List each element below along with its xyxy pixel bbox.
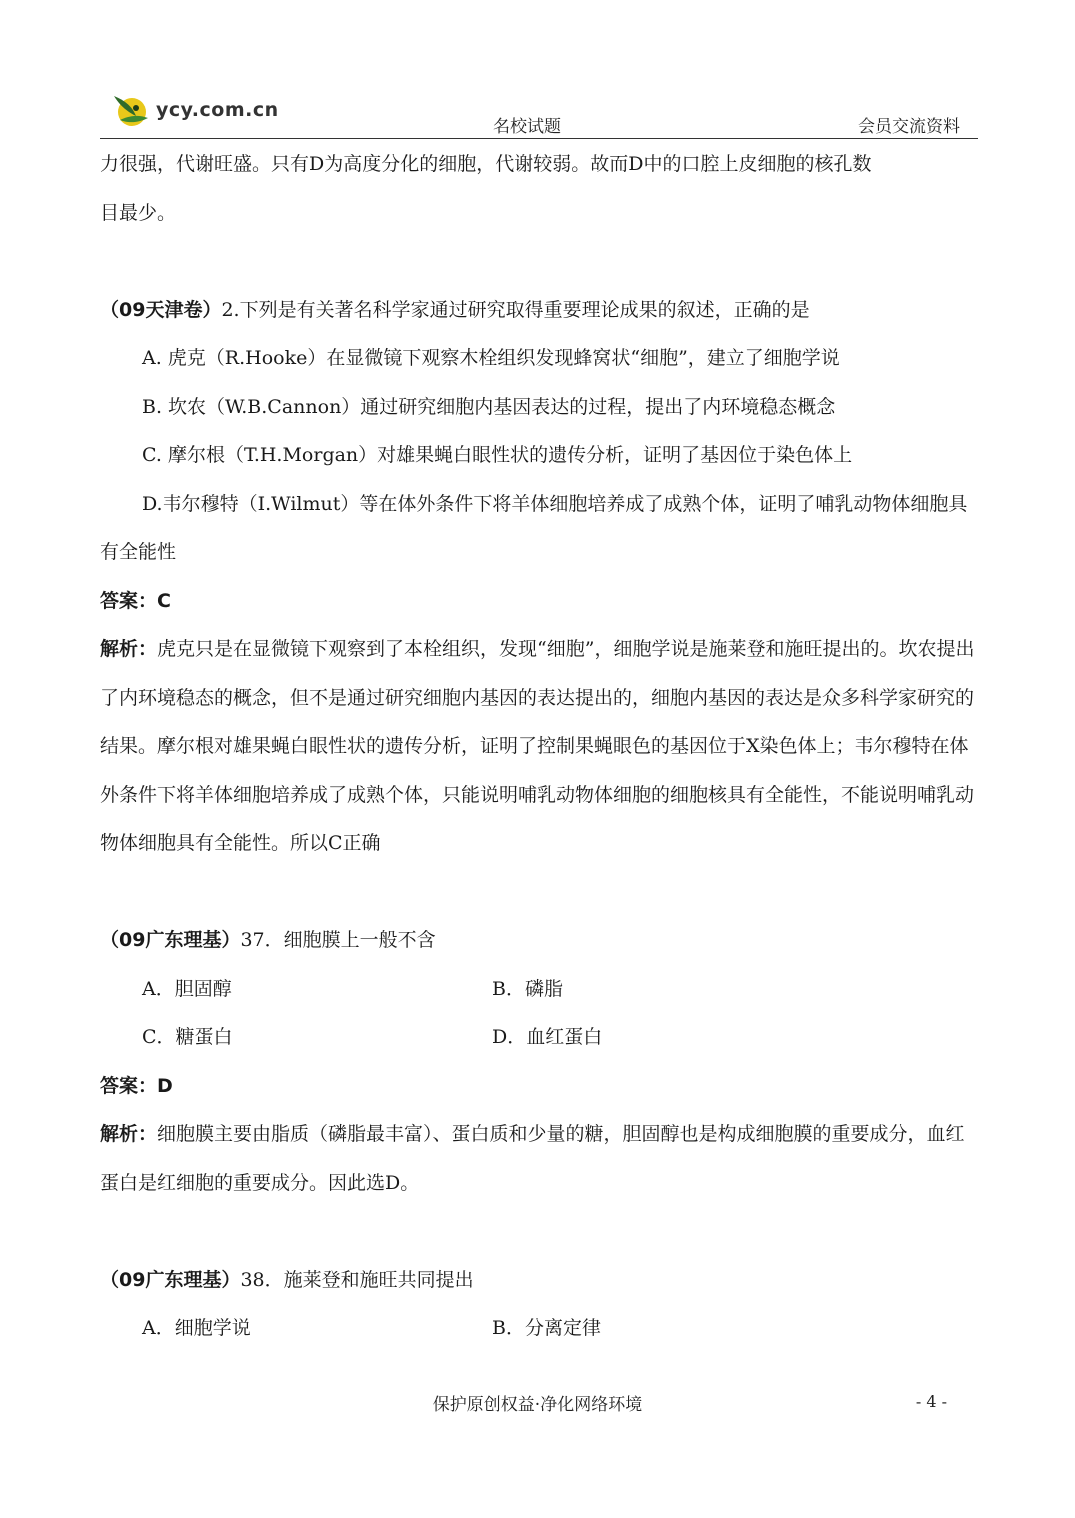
question-stem: （09广东理基）37．细胞膜上一般不含 — [100, 929, 436, 951]
continued-text-line: 力很强，代谢旺盛。只有D为高度分化的细胞，代谢较弱。故而D中的口腔上皮细胞的核孔数 — [100, 153, 872, 175]
bird-logo-icon — [110, 90, 154, 130]
option-a: A．细胞学说 — [142, 1317, 251, 1339]
answer-value: C — [157, 589, 171, 612]
analysis-label: 解析： — [100, 1123, 158, 1145]
answer-line — [100, 577, 978, 626]
logo-text: ycy.com.cn — [156, 99, 279, 121]
option-c: C．糖蛋白 — [142, 1026, 233, 1048]
analysis-paragraph: 解析：虎克只是在显微镜下观察到了本栓组织，发现“细胞”，细胞学说是施莱登和施旺提出的。坎农提出了内环境稳态的概念，但不是通过研究细胞内基因的表达提出的，细胞内基因的表达是众多科学家研究的结果。摩尔根对雄果蝇白眼性状的遗传分析，证明了控制果蝇眼色的基因位于X染色体上；韦尔穆特在体外条件下将羊体细胞培养成了成熟个体，只能说明哺乳动物体细胞的细胞核具有全能性，不能说明哺乳动物体细胞具有全能性。所以C正确 — [100, 638, 975, 854]
option-row — [100, 965, 978, 1014]
document-body — [100, 140, 978, 1353]
question-source-tag: （09广东理基） — [100, 929, 241, 951]
question-source-tag: （09天津卷） — [100, 298, 222, 321]
continued-text-line: 目最少。 — [100, 201, 177, 224]
page-header — [100, 88, 978, 139]
question-stem: （09广东理基）38．施莱登和施旺共同提出 — [100, 1268, 474, 1291]
analysis-paragraph: 解析：细胞膜主要由脂质（磷脂最丰富）、蛋白质和少量的糖，胆固醇也是构成细胞膜的重要成分，血红蛋白是红细胞的重要成分。因此选D。 — [100, 1123, 965, 1194]
option-a: A. 虎克（R.Hooke）在显微镜下观察木栓组织发现蜂窝状“细胞”，建立了细胞学说 — [142, 347, 840, 369]
option-b: B．分离定律 — [492, 1317, 601, 1339]
option-d: D．血红蛋白 — [492, 1026, 603, 1048]
option-c: C. 摩尔根（T.H.Morgan）对雄果蝇白眼性状的遗传分析，证明了基因位于染色体上 — [142, 444, 853, 466]
option-row — [100, 1304, 978, 1353]
option-b: B．磷脂 — [492, 977, 563, 1000]
answer-label: 答案： — [100, 1074, 158, 1097]
site-logo — [110, 90, 279, 130]
header-right-title: 会员交流资料 — [858, 117, 960, 137]
option-row — [100, 1013, 978, 1062]
footer-slogan: 保护原创权益·净化网络环境 — [432, 1395, 643, 1415]
header-center-title: 名校试题 — [493, 117, 561, 137]
option-b: B. 坎农（W.B.Cannon）通过研究细胞内基因表达的过程，提出了内环境稳态概念 — [142, 395, 836, 418]
question-source-tag: （09广东理基） — [100, 1268, 241, 1291]
answer-label: 答案： — [100, 589, 158, 612]
option-d: D.韦尔穆特（I.Wilmut）等在体外条件下将羊体细胞培养成了成熟个体，证明了哺乳动物体细胞具有全能性 — [100, 492, 968, 563]
answer-value: D — [157, 1074, 173, 1097]
question-stem: （09天津卷）2.下列是有关著名科学家通过研究取得重要理论成果的叙述，正确的是 — [100, 298, 810, 321]
page-number: - 4 - — [915, 1392, 947, 1411]
answer-line — [100, 1062, 978, 1111]
analysis-label: 解析： — [100, 638, 158, 660]
option-a: A．胆固醇 — [142, 977, 232, 1000]
